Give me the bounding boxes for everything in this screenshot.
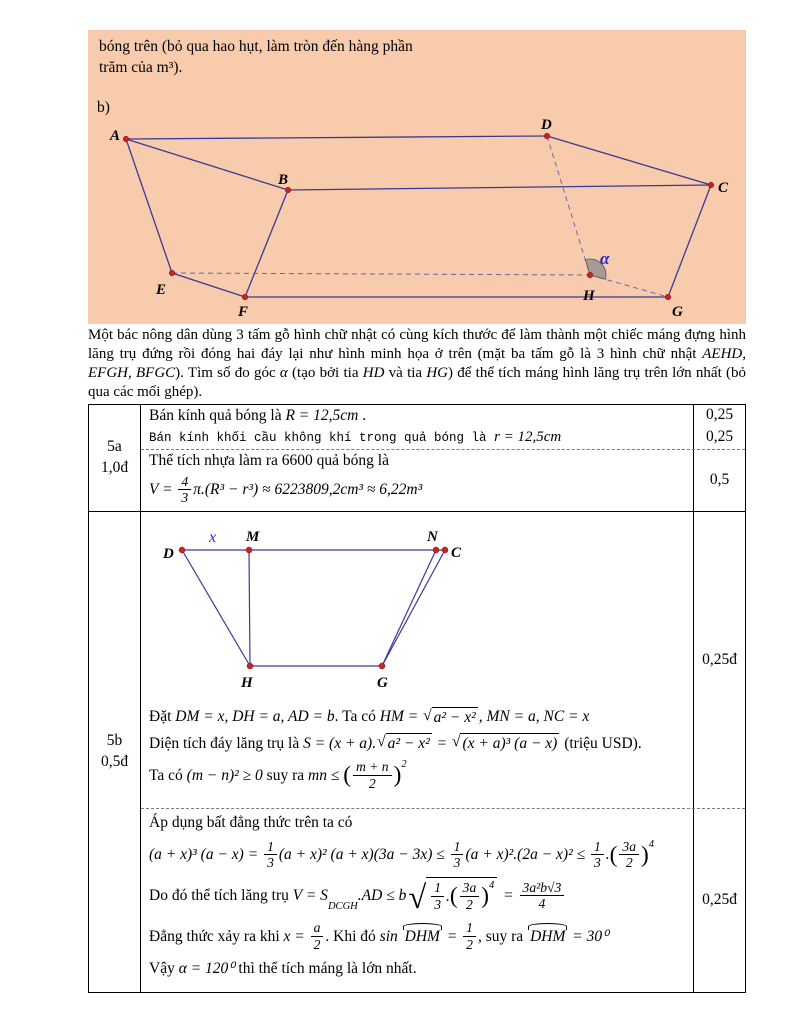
frac-num: 3a: [619, 839, 639, 856]
text-seg: Đặt: [149, 708, 176, 726]
left-paren: (: [609, 841, 618, 868]
table-row-5a: [89, 405, 745, 512]
fraction: [460, 880, 480, 912]
math-seg: .: [446, 887, 450, 905]
exponent: 4: [648, 838, 655, 850]
frac-den: 3: [181, 490, 189, 506]
text-line: Áp dụng bất đẳng thức trên ta có: [149, 813, 353, 831]
text-seg: Một bác nông dân dùng 3 tấm gỗ hình chữ nhật có cùng kích thước để làm thành một chiếc máng đựng hình lăng trụ đứng rồi đóng hai đáy lại như hình minh họa ở trên (mặt ba tấm gỗ là 3 hình chữ nhật: [88, 327, 746, 363]
angle-hat: DHM: [527, 927, 568, 946]
text-seg: . Khi đó: [325, 927, 380, 945]
answer-cell-5b: [141, 512, 745, 992]
text-seg: Diện tích đáy lăng trụ là: [149, 734, 304, 752]
math-seg: sin: [379, 927, 402, 945]
left-paren: (: [343, 762, 351, 789]
vertex-label-C: C: [718, 180, 729, 196]
math-seg: α = 120⁰: [178, 959, 235, 977]
math-seg: (a + x)².(2a − x)² ≤: [465, 846, 589, 864]
angle-hat: DHM: [402, 927, 443, 946]
text-seg: .: [358, 407, 367, 424]
question-points: 1,0đ: [100, 458, 129, 476]
solution-line: [141, 405, 693, 427]
question-points: 0,5đ: [100, 752, 129, 770]
trapezoid-edges: [182, 550, 445, 666]
math-seg: (a + x)² (a + x)(3a − 3x) ≤: [278, 846, 449, 864]
solution-line: [141, 427, 693, 449]
math-seg: S = (x + a).: [303, 734, 377, 752]
fraction: [520, 880, 565, 912]
score-value: 0,5: [709, 471, 730, 489]
prism-vertex-dots: [123, 133, 714, 300]
frac-den: 4: [538, 896, 546, 912]
math-seg: , MN = a, NC = x: [478, 708, 590, 726]
frac-num: 1: [451, 839, 464, 856]
text-seg: Bán kính quả bóng là: [149, 407, 286, 424]
math-seg: (m − n)² ≥ 0: [186, 766, 263, 784]
text-line: Thể tích nhựa làm ra 6600 quả bóng là: [149, 451, 389, 469]
text-seg: và tia: [384, 365, 427, 382]
radicand: a² − x²: [433, 708, 476, 726]
fraction: [353, 759, 392, 791]
text-seg: , suy ra: [477, 927, 528, 945]
table-row-5b: [89, 512, 745, 992]
question-id-cell: [89, 512, 141, 992]
score-value: 0,25đ: [702, 891, 737, 909]
score-cell: [693, 809, 745, 992]
math-seg: DM = x, DH = a, AD = b: [175, 708, 335, 726]
score-cell: [693, 450, 745, 511]
text-seg: suy ra: [262, 766, 308, 784]
fraction: [463, 920, 476, 952]
answer-cell-5a: [141, 405, 745, 511]
setup-line: [149, 707, 687, 727]
frac-den: 2: [466, 896, 473, 912]
frac-den: 3: [593, 855, 601, 871]
text-seg: Vậy: [149, 959, 179, 977]
prism-edges-solid: [126, 136, 711, 297]
vertex-label-F: F: [238, 304, 249, 320]
radicand: a² − x²: [387, 735, 430, 753]
frac-num: 1: [431, 880, 444, 897]
radicand: (x + a)³ (a − x): [462, 735, 558, 753]
math-seg: .: [605, 846, 610, 864]
frac-den: 3: [453, 855, 461, 871]
conclusion-line: [149, 959, 687, 978]
problem-paragraph: [88, 326, 746, 402]
radical-sign: √: [451, 733, 461, 751]
trapezoid-vertex-dots: [179, 547, 448, 669]
score-value: 0,25: [705, 428, 734, 446]
frac-num: 3a: [460, 880, 480, 897]
vertex-label-H: H: [583, 288, 595, 304]
vertex-label-A: A: [110, 128, 121, 144]
text-seg: (triệu USD).: [560, 734, 642, 752]
score-cell: [693, 427, 745, 449]
part-b-label: b): [97, 99, 110, 116]
frac-num: 3a²b√3: [520, 880, 565, 897]
right-paren: ): [481, 883, 490, 909]
right-paren: ): [393, 762, 402, 789]
text-seg: thì thể tích máng là lớn nhất.: [234, 959, 417, 977]
math-seg: =: [432, 734, 451, 752]
score-cell: [693, 405, 745, 427]
frac-num: 1: [463, 920, 476, 937]
text-seg: Ta có: [149, 766, 187, 784]
segment-x-label: x: [209, 528, 217, 546]
fraction: [311, 920, 324, 952]
vertex-label-M: M: [246, 528, 260, 545]
text-seg: ). Tìm số đo góc: [175, 365, 280, 382]
math-seg: π.(R³ − r³) ≈ 6223809,2cm³ ≈ 6,22m³: [193, 481, 423, 499]
intro-text: [99, 37, 413, 79]
intro-line-1: bóng trên (bỏ qua hao hụt, làm tròn đến hàng phần: [99, 38, 413, 55]
angle-alpha-label: α: [600, 249, 610, 268]
frac-num: m + n: [353, 759, 392, 776]
fraction: [264, 839, 277, 871]
volume-line: [149, 877, 687, 914]
score-value: 0,25đ: [702, 650, 737, 668]
text-seg: Do đó thể tích lăng trụ: [149, 887, 293, 905]
math-seg: HD: [362, 365, 385, 382]
score-value: 0,25: [705, 406, 734, 423]
text-seg: (tạo bởi tia: [287, 365, 363, 382]
text-seg: ) để thể tích máng hình lăng trụ trên lớn nhất (bỏ qua các mối ghép).: [88, 365, 746, 401]
volume-formula: [149, 474, 687, 506]
sqrt-expression: [408, 877, 497, 914]
text-seg: . Ta có: [334, 708, 380, 726]
score-cell: [693, 512, 745, 808]
equality-line: [149, 920, 687, 952]
exponent: 4: [489, 880, 495, 892]
question-id: 5a: [107, 437, 122, 455]
exponent: 2: [401, 759, 407, 771]
sqrt-expression: [423, 707, 478, 727]
math-seg: HM =: [379, 708, 423, 726]
frac-num: 4: [178, 474, 191, 491]
solution-line-row: [141, 449, 745, 511]
frac-den: 3: [434, 896, 442, 912]
math-seg: α: [279, 365, 288, 382]
math-seg: x =: [283, 927, 309, 945]
fraction: [178, 474, 191, 506]
frac-den: 2: [625, 855, 633, 871]
solution-line-row: [141, 427, 745, 449]
vertex-label-H: H: [241, 674, 253, 691]
math-seg: mn ≤: [308, 766, 344, 784]
sqrt-expression: [377, 733, 432, 753]
frac-num: a: [311, 920, 324, 937]
inequality-line: [149, 839, 687, 871]
question-id: 5b: [106, 731, 123, 749]
vertex-label-N: N: [427, 528, 438, 545]
text-seg: Đẳng thức xảy ra khi: [149, 927, 284, 945]
solution-line-row: [141, 405, 745, 427]
math-seg: V = S: [292, 887, 328, 905]
vertex-label-G: G: [672, 304, 683, 320]
vertex-label-D: D: [541, 117, 552, 133]
math-seg: HG: [426, 365, 448, 382]
fraction: [619, 839, 639, 871]
radical-sign: √: [377, 733, 386, 751]
vertex-label-C: C: [451, 544, 462, 561]
math-seg: V =: [149, 481, 177, 499]
amgm-line: [149, 759, 687, 791]
trapezoid-figure: [151, 527, 481, 699]
prism-figure: [88, 114, 746, 326]
math-seg: r = 12,5cm: [494, 429, 562, 446]
solution-content: [141, 512, 693, 808]
area-line: [149, 733, 687, 753]
vertex-label-B: B: [278, 172, 289, 188]
frac-den: 2: [466, 937, 473, 953]
subscript: DCGH: [327, 900, 358, 912]
math-seg: AEHD, EFGH, BFGC: [88, 346, 746, 382]
radical-sign: √: [408, 879, 427, 916]
solution-section-bottom: [141, 808, 745, 992]
frac-num: 1: [264, 839, 277, 856]
math-seg: (a + x)³ (a − x) =: [149, 846, 263, 864]
sqrt-expression: [452, 733, 559, 753]
math-seg: .AD ≤ b: [357, 887, 407, 905]
radicand: [426, 877, 497, 914]
grading-table: [88, 404, 746, 993]
frac-den: 2: [313, 937, 321, 953]
math-seg: R = 12,5cm: [285, 407, 359, 424]
frac-den: 3: [267, 855, 274, 871]
text-seg: Bán kính khối cầu không khí trong quả bóng là: [149, 431, 495, 446]
math-seg: =: [442, 927, 462, 945]
fraction: [431, 880, 444, 912]
solution-content: [141, 809, 693, 992]
vertex-label-G: G: [377, 674, 388, 691]
solution-section-top: [141, 512, 745, 808]
radical-sign: √: [423, 706, 432, 724]
fraction: [591, 839, 604, 871]
vertex-label-D: D: [163, 545, 174, 562]
frac-num: 1: [591, 839, 604, 856]
intro-line-2: trăm của m³).: [99, 58, 183, 76]
problem-statement-block: [88, 30, 746, 324]
solution-line: [141, 450, 693, 511]
math-seg: = 30⁰: [568, 927, 609, 945]
left-paren: (: [449, 883, 458, 909]
fraction: [451, 839, 464, 871]
frac-den: 2: [368, 776, 376, 792]
right-paren: ): [641, 841, 649, 868]
vertex-label-E: E: [156, 282, 167, 298]
question-id-cell: [89, 405, 141, 511]
math-seg: =: [499, 887, 518, 905]
